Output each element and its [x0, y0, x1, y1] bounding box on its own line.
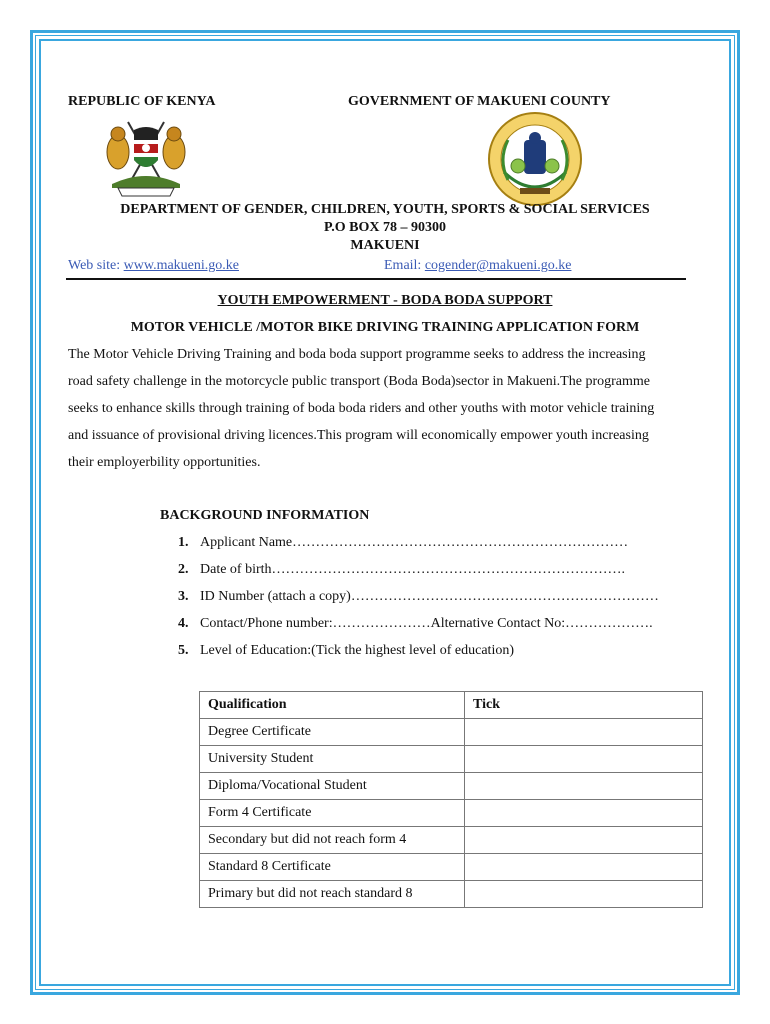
intro-line: and issuance of provisional driving licences.This program will economically empower youth increasing [68, 428, 649, 443]
kenya-coat-of-arms-icon [104, 112, 188, 202]
item-number: 3. [178, 589, 189, 604]
qualification-cell: Diploma/Vocational Student [200, 773, 465, 800]
item-label: Date of birth…………………………………………………………………. [200, 562, 626, 577]
qualification-cell: Degree Certificate [200, 719, 465, 746]
tick-cell[interactable] [465, 827, 703, 854]
table-row [200, 719, 703, 746]
email-line [384, 258, 571, 274]
qualification-cell: Secondary but did not reach form 4 [200, 827, 465, 854]
item-number: 5. [178, 643, 189, 658]
education-level-item [178, 643, 514, 659]
education-table [199, 691, 703, 908]
background-section-title: BACKGROUND INFORMATION [160, 508, 370, 523]
table-row [200, 773, 703, 800]
table-row [200, 854, 703, 881]
tick-header: Tick [465, 692, 703, 719]
po-box: P.O BOX 78 – 90300 [324, 220, 446, 235]
intro-line: The Motor Vehicle Driving Training and boda boda support programme seeks to address the increasing [68, 347, 646, 362]
county-government-title: GOVERNMENT OF MAKUENI COUNTY [348, 94, 611, 109]
item-label: Applicant Name……………………………………………………………… [200, 535, 629, 550]
tick-cell[interactable] [465, 854, 703, 881]
tick-cell[interactable] [465, 719, 703, 746]
email-label: Email: [384, 258, 425, 273]
website-line [68, 258, 239, 274]
item-label: Level of Education:(Tick the highest level of education) [200, 643, 515, 658]
table-row [200, 881, 703, 908]
department-name: DEPARTMENT OF GENDER, CHILDREN, YOUTH, SPORTS & SOCIAL SERVICES [120, 202, 650, 217]
intro-line: seeks to enhance skills through training of boda boda riders and other youths with motor vehicle training [68, 401, 655, 416]
tick-cell[interactable] [465, 800, 703, 827]
item-number: 1. [178, 535, 189, 550]
item-number: 2. [178, 562, 189, 577]
qualification-header: Qualification [200, 692, 465, 719]
intro-line: road safety challenge in the motorcycle public transport (Boda Boda)sector in Makueni.The programme [68, 374, 650, 389]
date-of-birth-field[interactable] [178, 562, 625, 578]
id-number-field[interactable] [178, 589, 659, 605]
tick-cell[interactable] [465, 773, 703, 800]
form-title: MOTOR VEHICLE /MOTOR BIKE DRIVING TRAINING APPLICATION FORM [130, 320, 640, 335]
republic-title: REPUBLIC OF KENYA [68, 94, 216, 109]
intro-line: their employerbility opportunities. [68, 455, 261, 470]
qualification-cell: Form 4 Certificate [200, 800, 465, 827]
contact-phone-field[interactable] [178, 616, 653, 632]
tick-cell[interactable] [465, 746, 703, 773]
table-header-row [200, 692, 703, 719]
table-row [200, 827, 703, 854]
item-label: ID Number (attach a copy)………………………………………………………… [200, 589, 659, 604]
table-row [200, 800, 703, 827]
qualification-cell: University Student [200, 746, 465, 773]
town: MAKUENI [350, 238, 420, 253]
website-link[interactable]: www.makueni.go.ke [123, 258, 239, 273]
qualification-cell: Primary but did not reach standard 8 [200, 881, 465, 908]
table-row [200, 746, 703, 773]
header-divider [66, 278, 686, 280]
tick-cell[interactable] [465, 881, 703, 908]
item-number: 4. [178, 616, 189, 631]
programme-title: YOUTH EMPOWERMENT - BODA BODA SUPPORT [217, 293, 553, 308]
email-link[interactable]: cogender@makueni.go.ke [424, 258, 572, 273]
qualification-cell: Standard 8 Certificate [200, 854, 465, 881]
applicant-name-field[interactable] [178, 535, 628, 551]
makueni-county-seal-icon [486, 110, 584, 208]
website-label: Web site: [68, 258, 124, 273]
item-label: Contact/Phone number:…………………Alternative Contact No:………………. [200, 616, 653, 631]
